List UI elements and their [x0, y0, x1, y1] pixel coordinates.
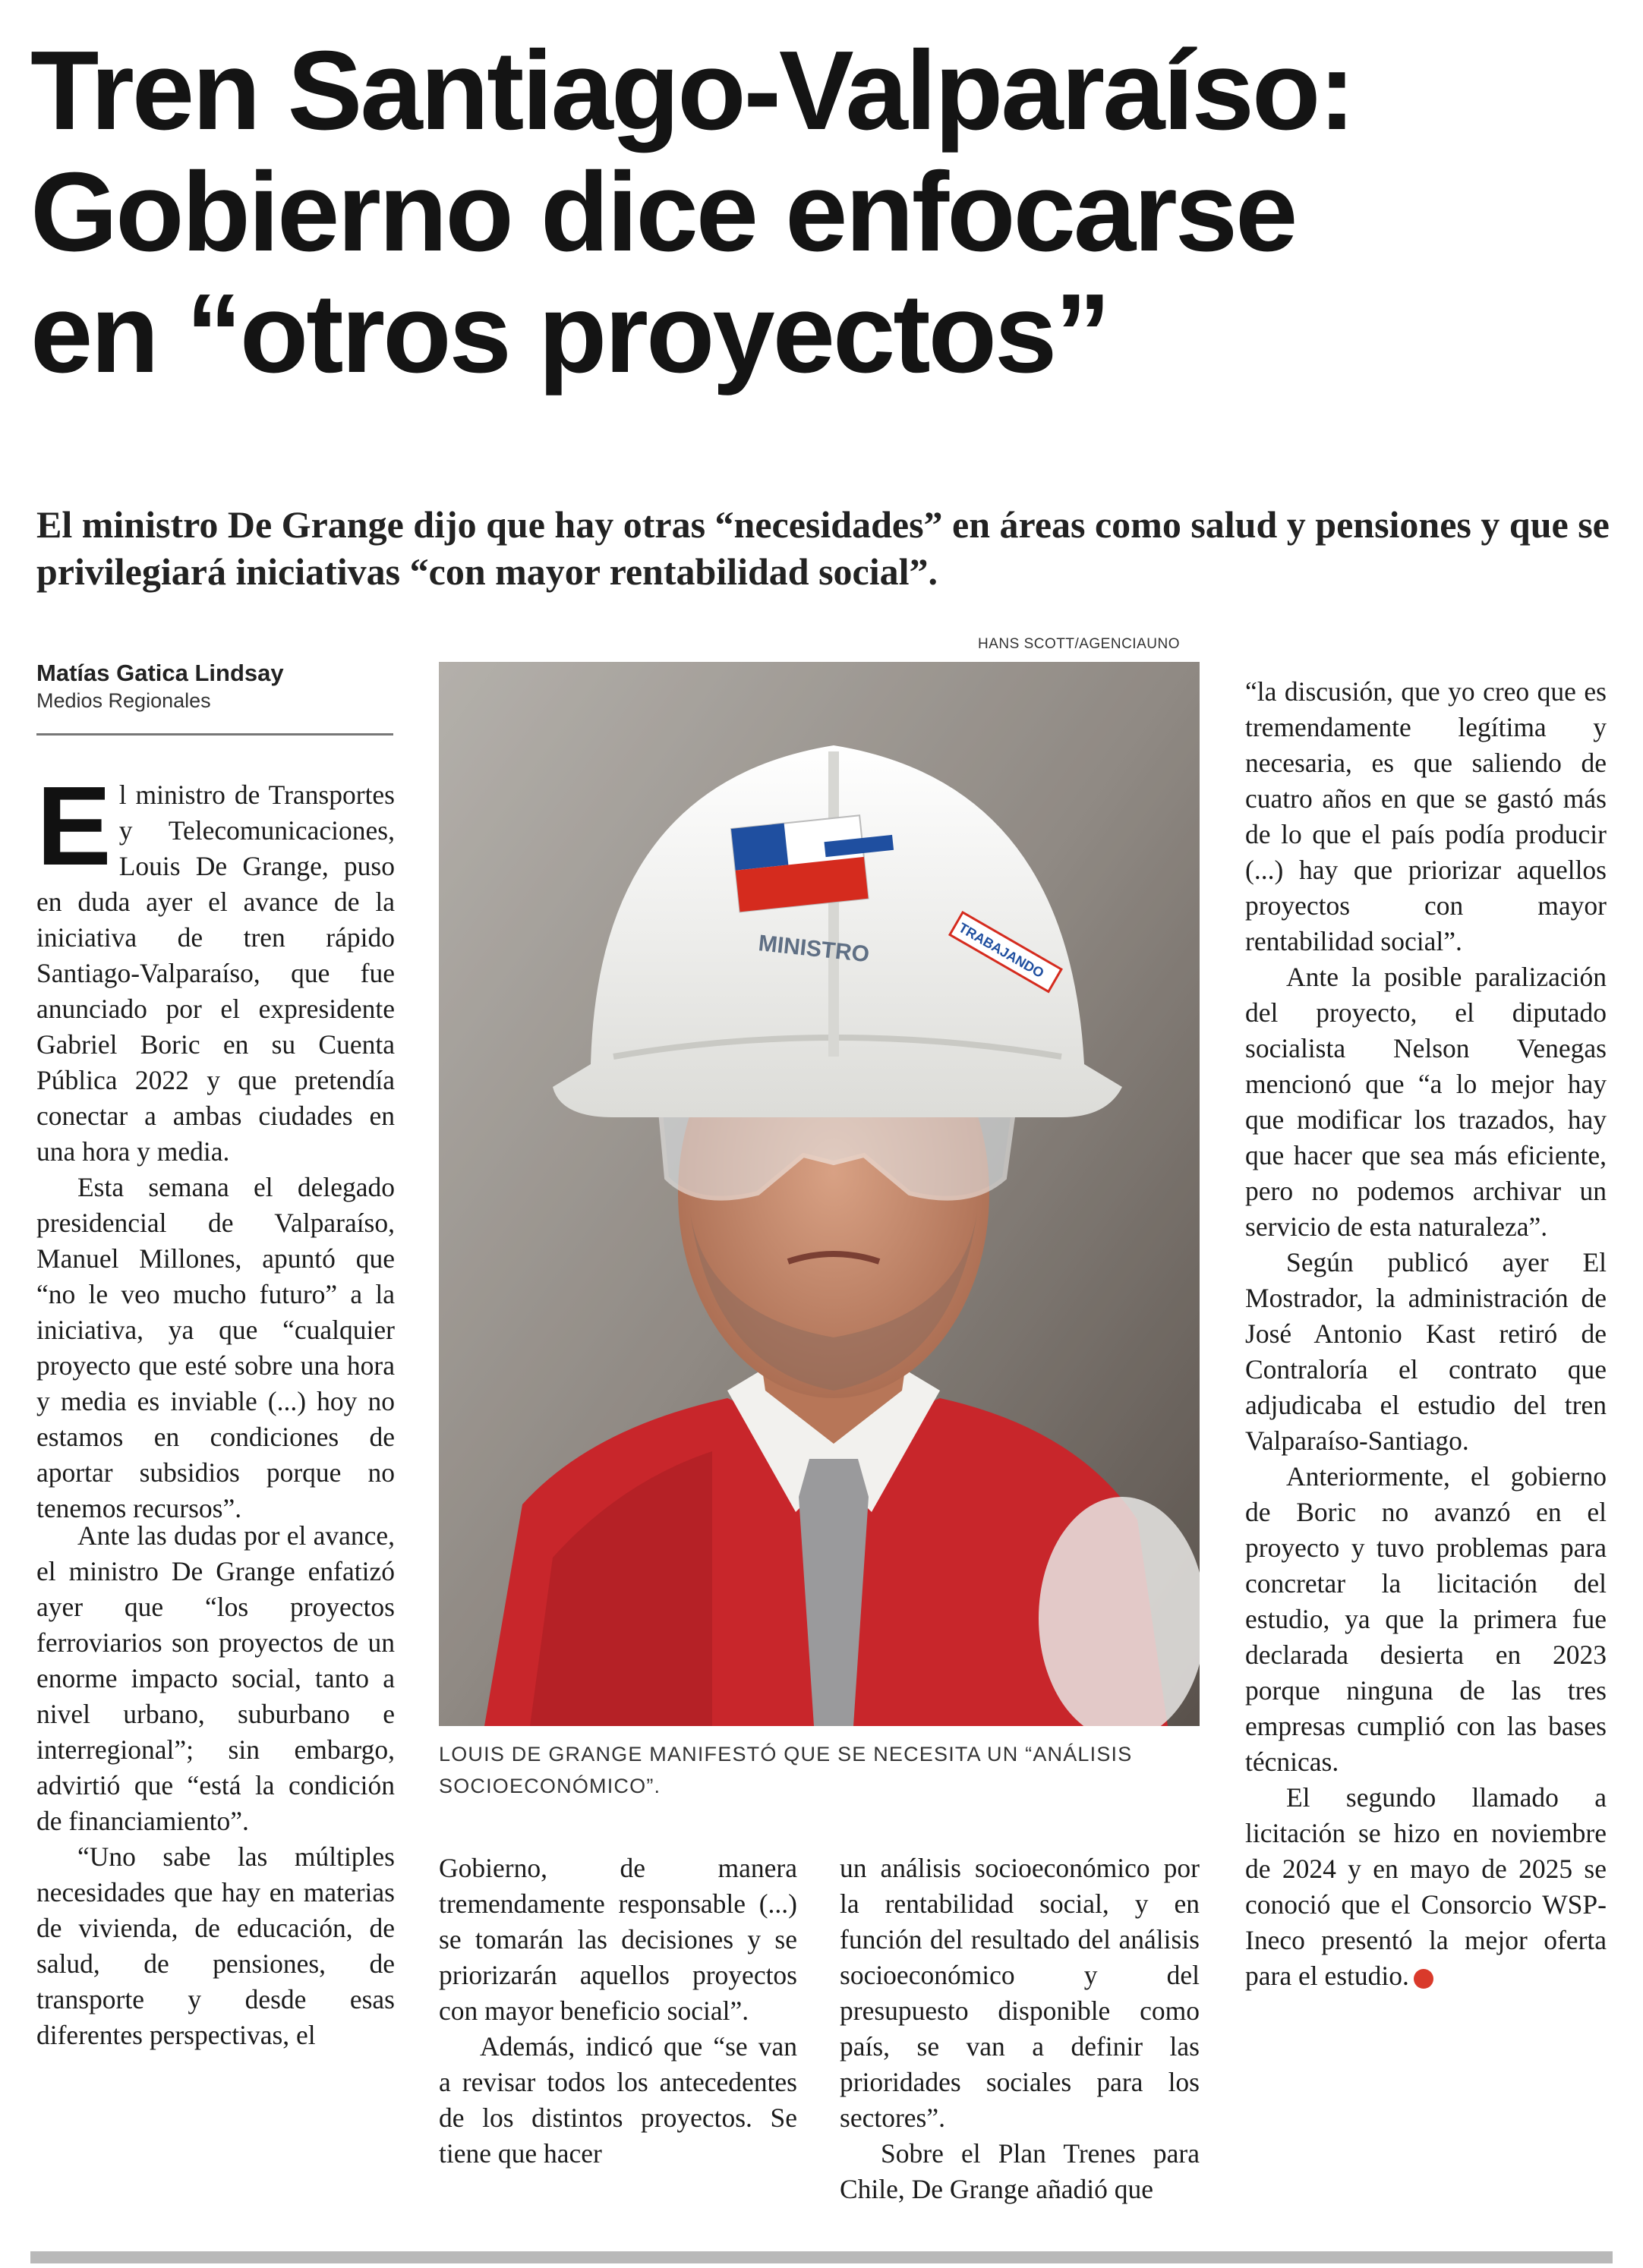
body-paragraph	[1245, 1780, 1607, 1994]
paragraph-text: l ministro de Transportes y Telecomunicaciones, Louis De Grange, puso en duda ayer el avance de la iniciativa de tren rápido Santiago-Valparaíso, que fue anunciado por el expresidente Gabriel Boric en su Cuenta Pública 2022 y que pretendía conectar a ambas ciudades en una hora y media.	[36, 780, 395, 1167]
outlet-name: Medios Regionales	[36, 689, 211, 712]
body-paragraph: Sobre el Plan Trenes para Chile, De Grange añadió que	[840, 2138, 1200, 2204]
body-paragraph: Según publicó ayer El Mostrador, la administración de José Antonio Kast retiró de Contraloría el contrato que adjudicaba el estudio del tren Valparaíso-Santiago.	[1245, 1247, 1607, 1456]
subheadline: El ministro De Grange dijo que hay otras “necesidades” en áreas como salud y pensiones y que se privilegiará iniciativas “con mayor rentabilidad social”.	[36, 503, 1610, 593]
body-paragraph: Ante las dudas por el avance, el ministro De Grange enfatizó ayer que “los proyectos ferroviarios son proyectos de un enorme impacto social, tanto a nivel urbano, suburbano e interregional”; sin embargo, advirtió que “está la condición de financiamiento”.	[36, 1520, 395, 1836]
byline	[36, 659, 393, 713]
body-column-3	[840, 1851, 1200, 2207]
minister-photo	[439, 662, 1200, 1726]
body-paragraph: Gobierno, de manera tremendamente responsable (...) se tomarán las decisiones y se priorizarán aquellos proyectos con mayor beneficio social”.	[439, 1853, 797, 2026]
body-paragraph: “la discusión, que yo creo que es tremendamente legítima y necesaria, es que saliendo de cuatro años en que se gastó más de lo que el país podía producir (...) hay que priorizar aquellos proyectos con mayor rentabilidad social”.	[1245, 676, 1607, 956]
drop-cap: E	[36, 764, 112, 889]
body-paragraph: un análisis socioeconómico por la rentabilidad social, y en función del resultado del análisis socioeconómico y del presupuesto disponible como país, se van a definir las prioridades sociales para los sectores”.	[840, 1853, 1200, 2133]
photo-caption: LOUIS DE GRANGE MANIFESTÓ QUE SE NECESITA UN “ANÁLISIS SOCIOECONÓMICO”.	[439, 1743, 1133, 1797]
helmet-band-label: TRABAJANDO	[956, 919, 1047, 981]
byline-divider	[36, 733, 393, 736]
body-column-1-continued	[36, 1518, 395, 2053]
helmet-label: MINISTRO	[757, 931, 871, 968]
body-paragraph: Ante la posible paralización del proyecto, el diputado socialista Nelson Venegas mencionó que “a lo mejor hay que modificar los trazados, hay que hacer que sea más eficiente, pero no podemos archivar un servicio de esta naturaleza”.	[1245, 962, 1607, 1242]
body-paragraph: Esta semana el delegado presidencial de Valparaíso, Manuel Millones, apuntó que “no le veo mucho futuro” a la iniciativa, ya que “cualquier proyecto que esté sobre una hora y media es inviable (...) hoy no estamos en condiciones de aportar subsidios porque no tenemos recursos”.	[36, 1172, 395, 1523]
headline-line-2: Gobierno dice enfocarse	[30, 150, 1296, 275]
body-paragraph: Además, indicó que “se van a revisar todos los antecedentes de los distintos proyectos. Se tiene que hacer	[439, 2031, 797, 2169]
headline	[30, 30, 1617, 395]
body-paragraph: Anteriormente, el gobierno de Boric no avanzó en el proyecto y tuvo problemas para concretar la licitación del estudio, ya que la primera fue declarada desierta en 2023 porque ninguna de las tres empresas cumplió con las bases técnicas.	[1245, 1461, 1607, 1777]
headline-line-3: en “otros proyectos”	[30, 271, 1109, 396]
author-name: Matías Gatica Lindsay	[36, 660, 284, 686]
body-paragraph	[36, 764, 395, 1170]
photo-credit: HANS SCOTT/AGENCIAUNO	[978, 636, 1180, 652]
bottom-divider	[30, 2251, 1613, 2263]
body-paragraph: “Uno sabe las múltiples necesidades que hay en materias de vivienda, de educación, de salud, de pensiones, de transporte y desde esas diferentes perspectivas, el	[36, 1841, 395, 2050]
body-column-2	[439, 1851, 797, 2172]
end-mark-icon: ✪	[1414, 1969, 1433, 1989]
body-column-4	[1245, 674, 1607, 1994]
body-column-1	[36, 764, 395, 1526]
paragraph-text: El segundo llamado a licitación se hizo en noviembre de 2024 y en mayo de 2025 se conoció que el Consorcio WSP-Ineco presentó la mejor oferta para el estudio.	[1245, 1782, 1607, 1991]
headline-line-1: Tren Santiago-Valparaíso:	[30, 28, 1354, 153]
